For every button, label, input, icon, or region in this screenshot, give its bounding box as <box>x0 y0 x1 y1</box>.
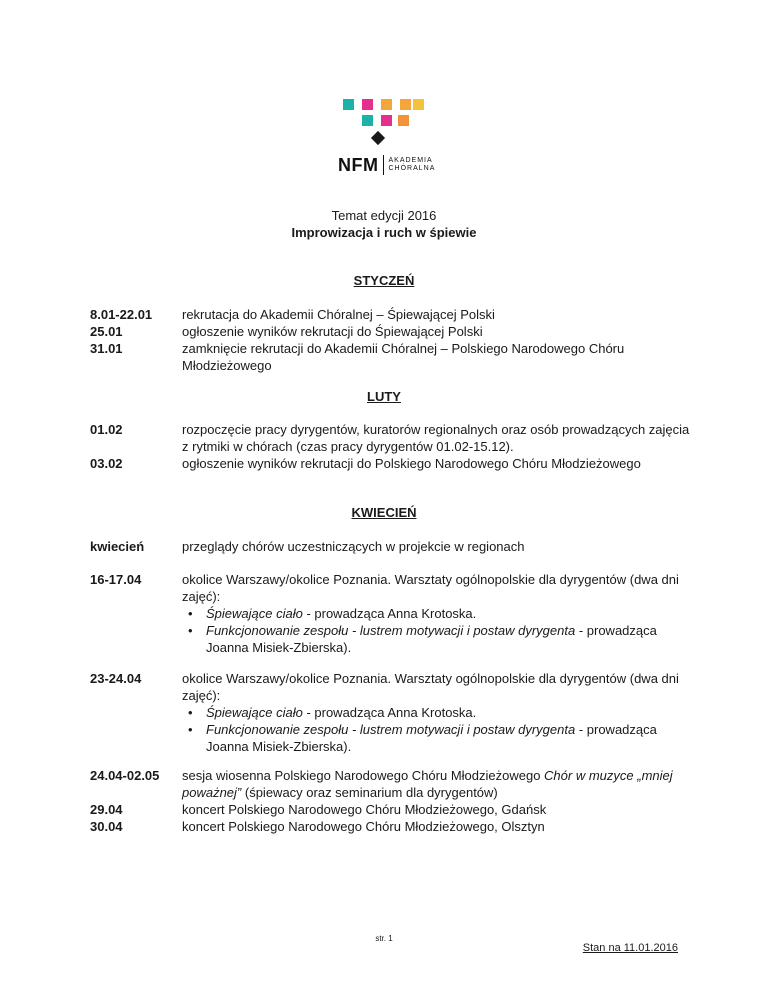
month-heading-april: KWIECIEŃ <box>351 505 417 520</box>
event-row <box>90 323 690 340</box>
event-row <box>90 455 690 472</box>
event-row <box>90 767 690 801</box>
event-date: 30.04 <box>90 819 123 834</box>
logo-square <box>381 99 392 110</box>
event-text: rozpoczęcie pracy dyrygentów, kuratorów regionalnych oraz osób prowadzących zajęcia z rytmiki w chórach (czas pracy dyrygentów 01.02-15.12). <box>182 422 690 454</box>
workshop-item: • Funkcjonowanie zespołu - lustrem motywacji i postaw dyrygenta - prowadząca Joanna Misiek-Zbierska). <box>182 721 690 755</box>
logo-divider <box>383 155 384 175</box>
event-date: 03.02 <box>90 456 123 471</box>
january-events <box>90 306 690 374</box>
logo-square <box>400 99 411 110</box>
event-text: ogłoszenie wyników rekrutacji do Śpiewającej Polski <box>182 324 483 339</box>
event-row <box>90 538 690 555</box>
event-text: koncert Polskiego Narodowego Chóru Młodzieżowego, Olsztyn <box>182 819 545 834</box>
workshop-item: • Śpiewające ciało - prowadząca Anna Krotoska. <box>182 605 690 622</box>
event-text: ogłoszenie wyników rekrutacji do Polskiego Narodowego Chóru Młodzieżowego <box>182 456 641 471</box>
logo-brand: NFM <box>338 154 379 175</box>
event-text: okolice Warszawy/okolice Poznania. Warsztaty ogólnopolskie dla dyrygentów (dwa dni zajęć): <box>182 671 679 703</box>
event-date: 24.04-02.05 <box>90 768 160 783</box>
event-row <box>90 801 690 818</box>
workshop-list <box>182 704 690 755</box>
topic-label: Temat edycji 2016 <box>331 208 437 223</box>
month-heading-january: STYCZEŃ <box>353 273 415 288</box>
workshop-item: • Śpiewające ciało - prowadząca Anna Krotoska. <box>182 704 690 721</box>
logo-square <box>398 115 409 126</box>
event-date: 01.02 <box>90 422 123 437</box>
event-row <box>90 306 690 323</box>
event-text: sesja wiosenna Polskiego Narodowego Chóru Młodzieżowego Chór w muzyce „mniej poważnej” (śpiewacy oraz seminarium dla dyrygentów) <box>182 768 673 800</box>
april-events-late <box>90 767 690 835</box>
event-date: 31.01 <box>90 341 123 356</box>
event-row <box>90 421 690 455</box>
logo-subtitle: AKADEMIA CHÓRALNA <box>388 157 436 172</box>
topic-title: Improwizacja i ruch w śpiewie <box>291 225 477 240</box>
logo-square <box>343 99 354 110</box>
event-date: 16-17.04 <box>90 572 142 587</box>
event-row <box>90 818 690 835</box>
month-heading-february: LUTY <box>367 389 401 404</box>
february-events <box>90 421 690 472</box>
event-date: kwiecień <box>90 539 145 554</box>
event-date: 25.01 <box>90 324 123 339</box>
event-date: 23-24.04 <box>90 671 142 686</box>
event-date: 29.04 <box>90 802 123 817</box>
page-number: str. 1 <box>375 934 393 943</box>
event-text: rekrutacja do Akademii Chóralnej – Śpiewającej Polski <box>182 307 495 322</box>
status-date: Stan na 11.01.2016 <box>582 942 678 954</box>
logo-square <box>362 99 373 110</box>
april-event-1 <box>90 538 690 555</box>
logo-square <box>381 115 392 126</box>
event-row <box>90 571 690 656</box>
logo-square <box>413 99 424 110</box>
april-event-2 <box>90 571 690 656</box>
event-row <box>90 340 690 374</box>
event-text: okolice Warszawy/okolice Poznania. Warsztaty ogólnopolskie dla dyrygentów (dwa dni zajęć): <box>182 572 679 604</box>
event-date: 8.01-22.01 <box>90 307 153 322</box>
event-row <box>90 670 690 755</box>
april-event-3 <box>90 670 690 755</box>
event-text: zamknięcie rekrutacji do Akademii Chóralnej – Polskiego Narodowego Chóru Młodzieżowego <box>182 341 625 373</box>
workshop-item: • Funkcjonowanie zespołu - lustrem motywacji i postaw dyrygenta - prowadząca Joanna Misiek-Zbierska). <box>182 622 690 656</box>
logo-diamond-icon <box>371 131 385 145</box>
event-text: przeglądy chórów uczestniczących w projekcie w regionach <box>182 539 525 554</box>
logo-square <box>362 115 373 126</box>
event-text: koncert Polskiego Narodowego Chóru Młodzieżowego, Gdańsk <box>182 802 547 817</box>
workshop-list <box>182 605 690 656</box>
